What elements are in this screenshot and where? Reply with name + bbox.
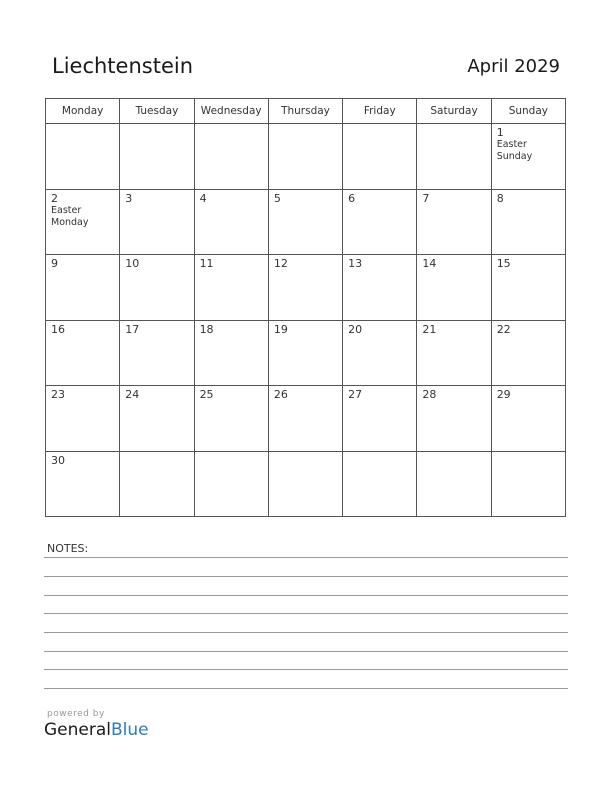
day-cell-content [120, 255, 193, 272]
note-line [44, 576, 568, 577]
day-number: 21 [422, 322, 437, 336]
day-cell[interactable] [268, 451, 342, 517]
month-year-title: April 2029 [467, 56, 560, 77]
week-row [46, 255, 566, 321]
day-number: 18 [199, 322, 214, 336]
day-cell[interactable] [120, 255, 194, 321]
weekday-header-thursday: Thursday [268, 99, 342, 124]
week-row [46, 320, 566, 386]
day-number: 29 [496, 388, 511, 401]
day-cell[interactable] [343, 451, 417, 517]
day-cell[interactable] [417, 386, 491, 452]
day-cell-content [120, 386, 193, 403]
day-cell[interactable] [343, 124, 417, 190]
note-line [44, 595, 568, 596]
day-cell-content [195, 386, 268, 403]
day-number: 24 [125, 388, 140, 401]
day-cell[interactable] [491, 189, 565, 255]
day-cell-content [46, 452, 119, 469]
day-number: 2 [51, 191, 58, 205]
day-cell-content [343, 124, 416, 128]
day-cell[interactable] [194, 255, 268, 321]
day-cell-content [195, 190, 268, 207]
day-cell-content [195, 124, 268, 128]
day-cell-content [120, 321, 193, 338]
country-title: Liechtenstein [52, 54, 194, 78]
note-line [44, 651, 568, 652]
day-number: 7 [422, 191, 430, 205]
day-cell-content [269, 321, 342, 338]
day-number: 23 [51, 388, 65, 401]
day-cell[interactable] [46, 255, 120, 321]
day-cell-content [120, 124, 193, 128]
week-row [46, 189, 566, 255]
day-number: 1 [496, 126, 504, 139]
note-line [44, 688, 568, 689]
day-cell[interactable] [417, 189, 491, 255]
note-line [44, 557, 568, 558]
day-number: 11 [199, 257, 214, 270]
day-number: 6 [348, 191, 356, 205]
day-number: 20 [348, 322, 363, 336]
weekday-header-tuesday: Tuesday [120, 99, 194, 124]
day-number: 28 [422, 388, 437, 401]
day-cell-content [269, 124, 342, 128]
weekday-header-saturday: Saturday [417, 99, 491, 124]
day-cell-content [492, 124, 565, 165]
day-cell[interactable] [491, 451, 565, 517]
day-cell-content [46, 255, 119, 272]
day-cell-content [417, 321, 490, 338]
day-cell[interactable] [46, 386, 120, 452]
note-line [44, 613, 568, 614]
day-cell-content [120, 190, 193, 207]
day-cell-content [417, 386, 490, 403]
day-cell-content [269, 255, 342, 272]
day-number: 10 [125, 257, 140, 270]
day-cell-content [417, 190, 490, 207]
day-number: 17 [125, 322, 140, 336]
day-number: 26 [273, 388, 288, 401]
day-cell[interactable] [343, 255, 417, 321]
powered-by-text: powered by [47, 709, 105, 719]
day-cell-content [343, 321, 416, 338]
day-number: 5 [273, 191, 281, 205]
weekday-header-friday: Friday [343, 99, 417, 124]
day-number: 12 [273, 257, 288, 270]
day-cell-content [46, 190, 119, 231]
day-cell[interactable] [194, 320, 268, 386]
day-cell-content [492, 452, 565, 456]
day-cell-content [343, 386, 416, 403]
day-number: 9 [51, 257, 58, 270]
holiday-label: Easter Sunday [496, 139, 533, 162]
day-cell-content [343, 190, 416, 207]
day-cell[interactable] [194, 124, 268, 190]
day-cell-content [492, 190, 565, 207]
notes-label: NOTES: [47, 542, 89, 555]
day-cell-content [269, 386, 342, 403]
day-cell-content [46, 321, 119, 338]
day-cell[interactable] [491, 320, 565, 386]
day-cell-content [269, 190, 342, 207]
day-cell[interactable] [417, 451, 491, 517]
weekday-header-row [46, 99, 566, 124]
day-cell[interactable] [46, 189, 120, 255]
brand-name-blue: Blue [111, 720, 149, 740]
day-number: 30 [51, 453, 65, 467]
day-cell-content [46, 124, 119, 128]
day-cell-content [195, 321, 268, 338]
day-cell[interactable] [343, 189, 417, 255]
day-number: 4 [199, 191, 207, 205]
holiday-label: Easter Monday [51, 204, 89, 228]
day-cell-content [492, 255, 565, 272]
calendar-grid [45, 98, 566, 517]
day-cell[interactable] [120, 124, 194, 190]
day-cell[interactable] [194, 189, 268, 255]
week-row [46, 124, 566, 190]
day-number: 27 [348, 388, 363, 401]
day-cell[interactable] [120, 386, 194, 452]
day-cell-content [492, 321, 565, 338]
day-cell[interactable] [491, 124, 565, 190]
day-cell-content [269, 452, 342, 456]
day-cell[interactable] [417, 255, 491, 321]
day-cell[interactable] [268, 320, 342, 386]
day-cell[interactable] [120, 189, 194, 255]
day-cell-content [120, 452, 193, 456]
day-cell[interactable] [194, 386, 268, 452]
day-cell[interactable] [120, 451, 194, 517]
note-line [44, 632, 568, 633]
day-number: 13 [348, 257, 363, 270]
day-cell[interactable] [268, 124, 342, 190]
day-cell-content [195, 452, 268, 456]
day-cell[interactable] [417, 124, 491, 190]
note-line [44, 669, 568, 670]
day-cell[interactable] [46, 451, 120, 517]
brand-name-general: General [44, 720, 111, 740]
day-cell[interactable] [491, 386, 565, 452]
day-number: 25 [199, 388, 214, 401]
day-cell[interactable] [343, 320, 417, 386]
day-cell[interactable] [120, 320, 194, 386]
day-cell-content [417, 452, 490, 456]
day-cell-content [492, 386, 565, 403]
day-cell-content [343, 452, 416, 456]
day-number: 19 [273, 322, 288, 336]
day-cell-content [417, 255, 490, 272]
day-cell-content [417, 124, 490, 128]
day-cell[interactable] [417, 320, 491, 386]
day-cell[interactable] [343, 386, 417, 452]
weekday-header-sunday: Sunday [491, 99, 565, 124]
day-number: 3 [125, 191, 133, 205]
day-cell[interactable] [46, 124, 120, 190]
day-number: 8 [496, 191, 504, 205]
day-number: 22 [496, 322, 511, 336]
day-cell[interactable] [268, 386, 342, 452]
day-number: 14 [422, 257, 437, 270]
day-cell-content [46, 386, 119, 403]
weekday-header-wednesday: Wednesday [194, 99, 268, 124]
weekday-header-monday: Monday [46, 99, 120, 124]
week-row [46, 451, 566, 517]
day-number: 15 [496, 257, 511, 270]
day-cell[interactable] [491, 255, 565, 321]
day-cell[interactable] [194, 451, 268, 517]
day-number: 16 [51, 322, 65, 336]
day-cell[interactable] [46, 320, 120, 386]
day-cell[interactable] [268, 255, 342, 321]
day-cell[interactable] [268, 189, 342, 255]
day-cell-content [343, 255, 416, 272]
week-row [46, 386, 566, 452]
day-cell-content [195, 255, 268, 272]
brand-logo[interactable] [44, 720, 149, 740]
